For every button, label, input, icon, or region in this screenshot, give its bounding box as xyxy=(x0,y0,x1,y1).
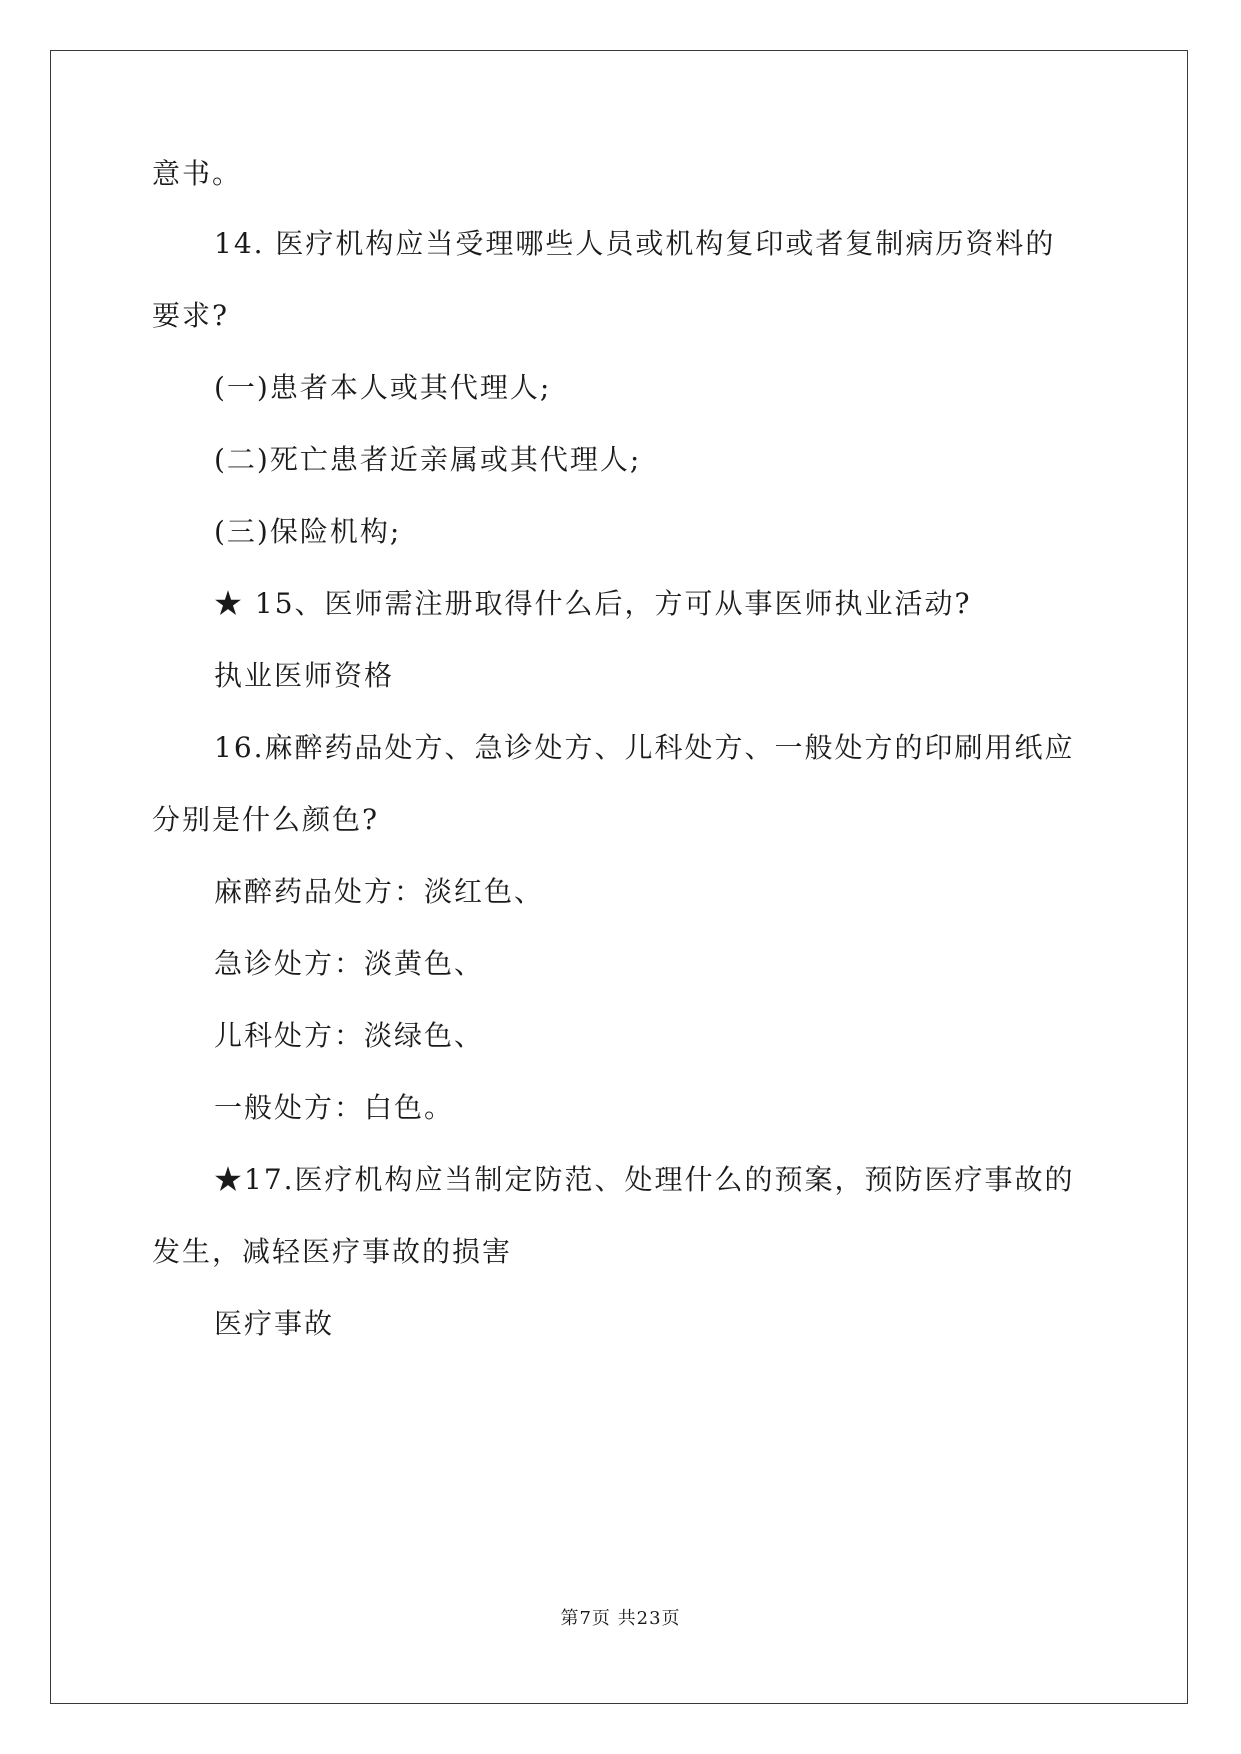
answer-item: (一)患者本人或其代理人; xyxy=(214,371,552,404)
answer-item: (三)保险机构; xyxy=(214,515,402,548)
text-line: 发生，减轻医疗事故的损害 xyxy=(152,1235,513,1268)
question-16: 16.麻醉药品处方、急诊处方、儿科处方、一般处方的印刷用纸应 xyxy=(214,731,1075,764)
answer-item: 儿科处方：淡绿色、 xyxy=(214,1019,485,1052)
question-14: 14. 医疗机构应当受理哪些人员或机构复印或者复制病历资料的 xyxy=(214,227,1056,260)
text-line: 意书。 xyxy=(152,157,243,190)
answer-item: 执业医师资格 xyxy=(214,659,395,692)
question-17: ★17.医疗机构应当制定防范、处理什么的预案，预防医疗事故的 xyxy=(214,1163,1075,1196)
answer-item: 一般处方：白色。 xyxy=(214,1091,455,1124)
text-line: 分别是什么颜色? xyxy=(152,803,380,836)
answer-item: 急诊处方：淡黄色、 xyxy=(214,947,485,980)
text-line: 要求? xyxy=(152,299,230,332)
page-number-footer: 第7页 共23页 xyxy=(560,1608,681,1629)
answer-item: (二)死亡患者近亲属或其代理人; xyxy=(214,443,642,476)
answer-item: 医疗事故 xyxy=(214,1307,335,1340)
answer-item: 麻醉药品处方：淡红色、 xyxy=(214,875,545,908)
question-15: ★ 15、医师需注册取得什么后，方可从事医师执业活动? xyxy=(214,587,972,620)
